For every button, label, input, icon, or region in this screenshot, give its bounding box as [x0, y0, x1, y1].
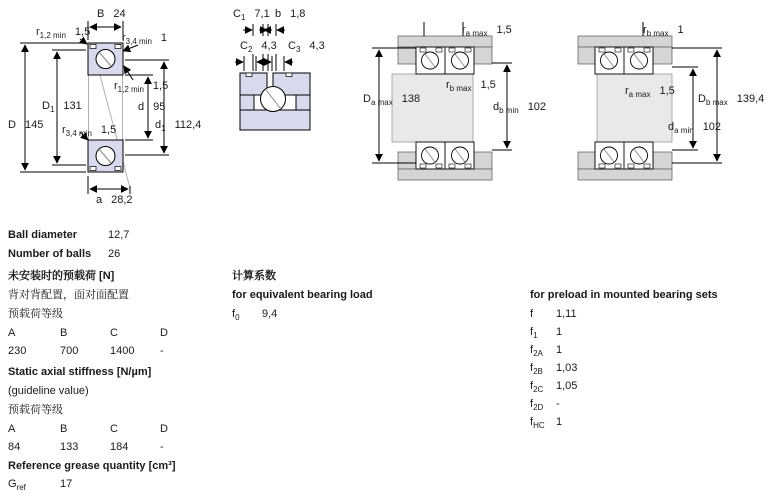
factor-symbol-fHC: $f_{HC}$	[530, 416, 545, 431]
preload-val-C: 1400	[110, 345, 135, 357]
preload-val-D: -	[160, 345, 164, 357]
dim-label-r34-bot: $r_{3,4 min}$ 1,5	[62, 124, 117, 139]
dim-label-D1: $D_1$ 131	[42, 100, 82, 115]
bearing-pair-top	[595, 47, 653, 74]
preload-class-label: 预载荷等级	[8, 308, 63, 320]
factor-symbol-f2A: $f_{2A}$	[530, 344, 543, 359]
factor-value-f2B: 1,03	[556, 362, 578, 374]
dim-label-rb-max-3: $r_{b max}$ 1,5	[446, 79, 496, 94]
stiffness-col-B: B	[60, 423, 68, 435]
factor-value-fHC: 1	[556, 416, 563, 428]
bottom-ring-section	[88, 140, 123, 172]
grease-symbol: $G_{ref}$	[8, 478, 26, 493]
preload-section-title: 未安装时的预载荷 [N]	[8, 270, 115, 282]
factor-value-f2D: -	[556, 398, 560, 410]
stiffness-col-A: A	[8, 423, 16, 435]
factor-value-f1: 1	[556, 326, 563, 338]
stiffness-section-title: Static axial stiffness [N/µm]	[8, 366, 152, 378]
dim-label-B: B 24	[97, 8, 126, 20]
dim-label-C3: $C_3$ 4,3	[288, 40, 325, 55]
dim-label-a: a 28,2	[96, 194, 133, 206]
stiffness-note: (guideline value)	[8, 385, 89, 397]
dim-label-da-min: $d_{a min}$ 102	[668, 121, 722, 136]
dim-label-ra-max-3: $r_{a max}$ 1,5	[462, 24, 512, 39]
equivalent-load-title: for equivalent bearing load	[232, 289, 373, 301]
f0-symbol: $f_0$	[232, 308, 240, 323]
bearing-cross-section-drawing	[0, 0, 222, 215]
dim-label-d: d 95	[138, 101, 166, 113]
bearing-pair-bottom	[416, 142, 474, 169]
section-body	[240, 73, 310, 130]
dim-label-r12-mid: $r_{1,2 min}$ 1,5	[114, 80, 169, 95]
preload-col-A: A	[8, 327, 16, 339]
dim-label-Da-max: $D_{a max}$ 138	[363, 93, 421, 108]
preload-col-B: B	[60, 327, 68, 339]
preload-sets-title: for preload in mounted bearing sets	[530, 289, 718, 301]
factor-symbol-f2C: $f_{2C}$	[530, 380, 544, 395]
stiffness-val-D: -	[160, 441, 164, 453]
factor-symbol-f2D: $f_{2D}$	[530, 398, 544, 413]
number-of-balls-label: Number of balls	[8, 248, 92, 260]
preload-arrangement-note: 背对背配置，面对面配置	[8, 289, 129, 301]
factor-symbol-f2B: $f_{2B}$	[530, 362, 543, 377]
stiffness-class-label: 预载荷等级	[8, 404, 63, 416]
f0-value: 9,4	[262, 308, 278, 320]
stiffness-val-C: 184	[110, 441, 129, 453]
preload-col-D: D	[160, 327, 168, 339]
factor-value-f2A: 1	[556, 344, 563, 356]
grease-value: 17	[60, 478, 73, 490]
bearing-pair-bottom	[595, 142, 653, 169]
stiffness-col-C: C	[110, 423, 118, 435]
dim-label-D: D 145	[8, 119, 44, 131]
ball-diameter-value: 12,7	[108, 229, 130, 241]
dim-label-r34-top: $r_{3,4 min}$ 1	[122, 32, 168, 47]
dim-label-r12-top: $r_{1,2 min}$ 1,5	[36, 26, 91, 41]
dim-label-Db-max: $D_{b max}$ 139,4	[698, 93, 765, 108]
grease-section-title: Reference grease quantity [cm³]	[8, 460, 176, 472]
stiffness-val-A: 84	[8, 441, 21, 453]
dim-label-ra-max-4: $r_{a max}$ 1,5	[625, 85, 675, 100]
factor-value-f2C: 1,05	[556, 380, 578, 392]
dim-label-C2: $C_2$ 4,3	[240, 40, 277, 55]
dim-label-b: b 1,8	[275, 8, 306, 20]
calc-factors-title: 计算系数	[232, 270, 276, 282]
bearing-pair-top	[416, 47, 474, 74]
factor-symbol-f1: $f_1$	[530, 326, 538, 341]
preload-val-B: 700	[60, 345, 79, 357]
stiffness-col-D: D	[160, 423, 168, 435]
dim-label-C1: $C_1$ 7,1	[233, 8, 270, 23]
factor-value-f: 1,11	[556, 308, 577, 320]
stiffness-val-B: 133	[60, 441, 79, 453]
dim-label-db-min: $d_{b min}$ 102	[493, 101, 547, 116]
dim-label-rb-max-4: $r_{b max}$ 1	[643, 24, 684, 39]
dim-label-d1: $d_1$ 112,4	[155, 119, 202, 134]
top-ring-section	[88, 43, 123, 75]
number-of-balls-value: 26	[108, 248, 121, 260]
preload-val-A: 230	[8, 345, 27, 357]
factor-symbol-f: f	[530, 308, 534, 320]
preload-col-C: C	[110, 327, 118, 339]
ball-diameter-label: Ball diameter	[8, 229, 78, 241]
